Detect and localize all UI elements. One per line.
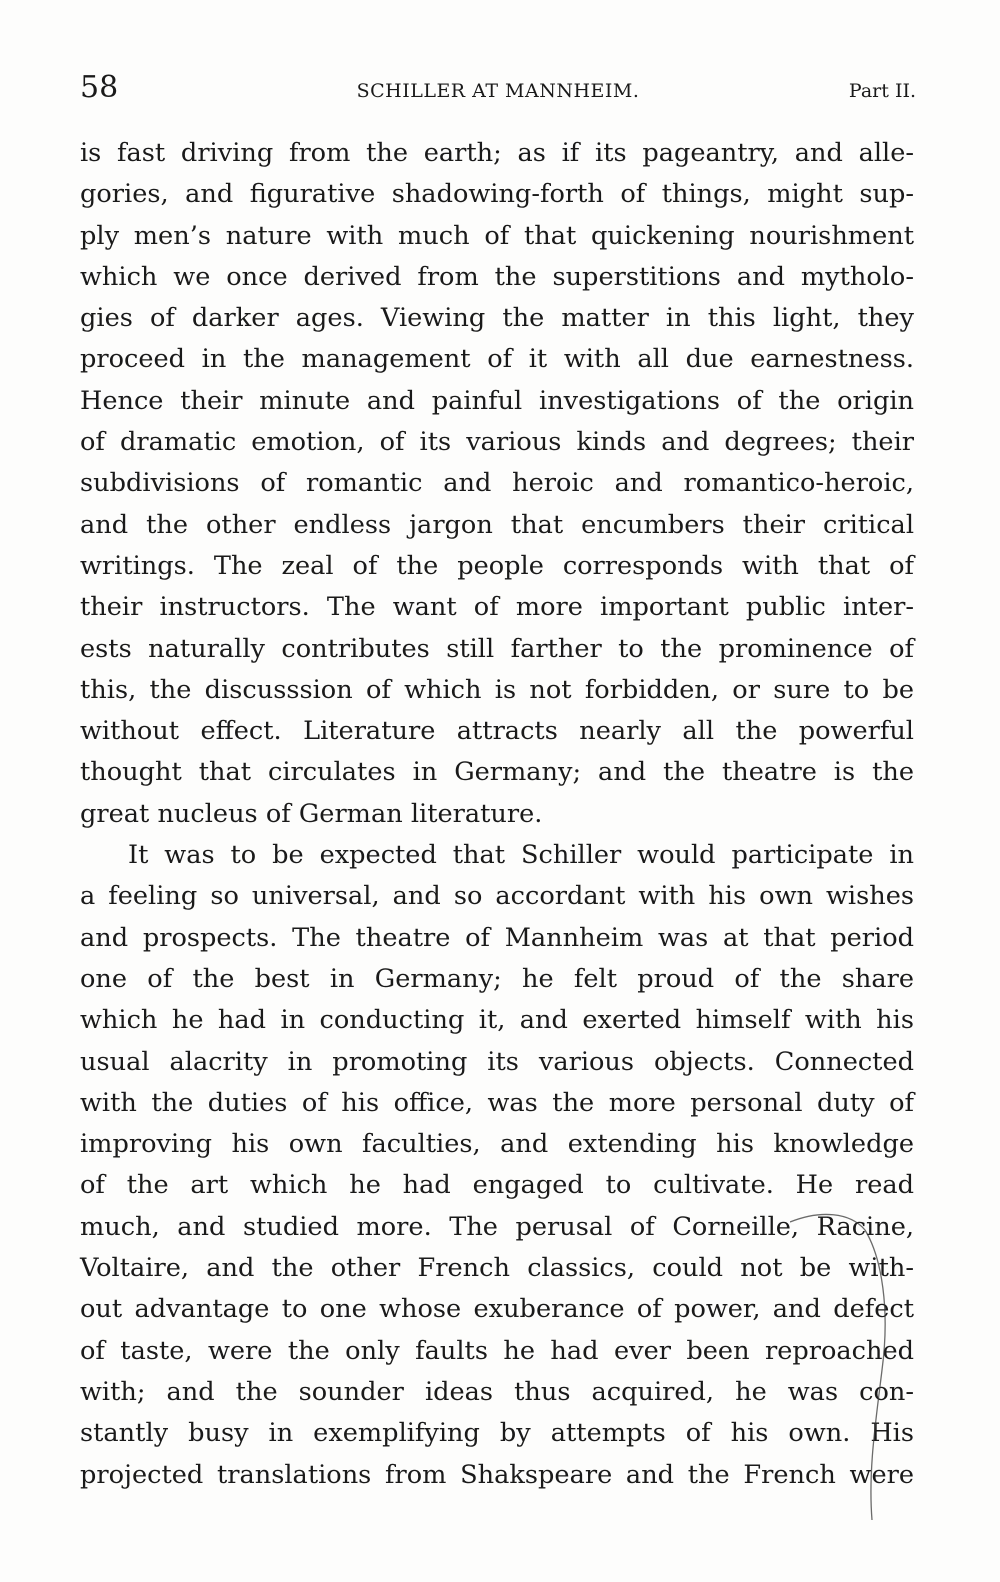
text-line: ply men’s nature with much of that quickening nourishment: [80, 220, 914, 251]
text-line: Hence their minute and painful investigations of the origin: [80, 385, 914, 416]
text-line: Voltaire, and the other French classics, could not be with-: [80, 1253, 914, 1284]
body-text: [80, 133, 914, 1496]
text-line: with; and the sounder ideas thus acquired, he was con-: [80, 1376, 914, 1407]
text-line: which he had in conducting it, and exerted himself with his: [80, 1005, 914, 1036]
text-line: is fast driving from the earth; as if its pageantry, and alle-: [80, 138, 914, 168]
text-line: with the duties of his office, was the more personal duty of: [80, 1087, 914, 1118]
text-line: this, the discusssion of which is not forbidden, or sure to be: [80, 674, 914, 705]
text-line: without effect. Literature attracts nearly all the powerful: [80, 716, 914, 747]
paragraph-1: [80, 133, 914, 835]
text-line: proceed in the management of it with all due earnestness.: [80, 344, 914, 375]
text-line: subdivisions of romantic and heroic and romantico-heroic,: [80, 468, 914, 499]
text-line: ests naturally contributes still farther to the prominence of: [80, 633, 914, 664]
text-line: projected translations from Shakspeare and the French were: [80, 1459, 914, 1490]
text-line: much, and studied more. The perusal of Corneille, Racine,: [80, 1211, 914, 1242]
text-line: thought that circulates in Germany; and the theatre is the: [80, 757, 914, 788]
text-line: of the art which he had engaged to cultivate. He read: [80, 1170, 914, 1201]
text-line: writings. The zeal of the people corresponds with that of: [80, 550, 914, 581]
page-number: 58: [80, 70, 119, 105]
text-line: one of the best in Germany; he felt proud of the share: [80, 963, 914, 994]
text-line: usual alacrity in promoting its various objects. Connected: [80, 1046, 914, 1077]
text-line: and the other endless jargon that encumbers their critical: [80, 509, 914, 540]
text-line: It was to be expected that Schiller would participate in: [128, 840, 914, 871]
text-line: improving his own faculties, and extending his knowledge: [80, 1129, 914, 1160]
text-line: out advantage to one whose exuberance of power, and defect: [80, 1294, 914, 1325]
text-line: gies of darker ages. Viewing the matter in this light, they: [80, 303, 914, 334]
text-line: of dramatic emotion, of its various kinds and degrees; their: [80, 427, 914, 458]
text-line: which we once derived from the superstitions and mytholo-: [80, 261, 914, 292]
text-line: their instructors. The want of more important public inter-: [80, 592, 914, 623]
running-head: [80, 68, 916, 112]
paragraph-2: [80, 835, 914, 1496]
text-line: great nucleus of German literature.: [80, 798, 543, 829]
text-line: and prospects. The theatre of Mannheim was at that period: [80, 922, 914, 953]
text-line: stantly busy in exemplifying by attempts of his own. His: [80, 1418, 914, 1449]
text-line: of taste, were the only faults he had ever been reproached: [80, 1335, 914, 1366]
part-label: Part II.: [848, 80, 916, 102]
running-title: SCHILLER AT MANNHEIM.: [356, 80, 640, 102]
text-line: gories, and figurative shadowing-forth of things, might sup-: [80, 179, 914, 210]
text-line: a feeling so universal, and so accordant with his own wishes: [80, 881, 914, 912]
